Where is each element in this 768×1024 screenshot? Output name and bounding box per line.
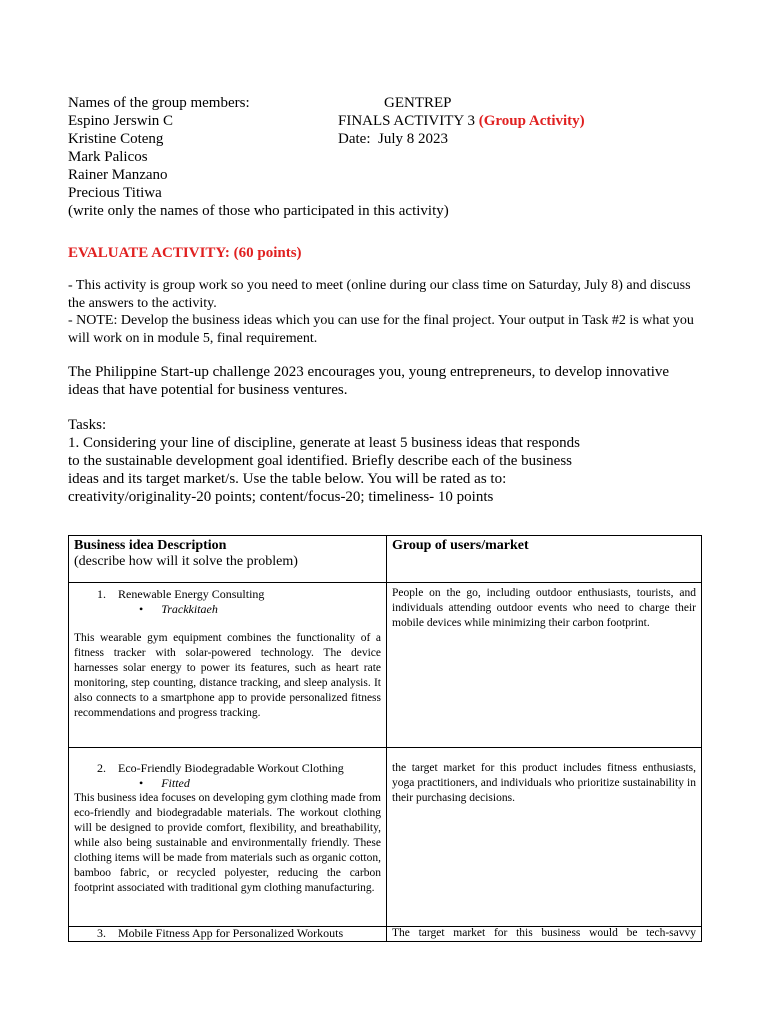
task-1: 1. Considering your line of discipline, generate at least 5 business ideas that responds to the sustainable development goal identified. Briefly describe each of the business ideas and its target market/s. Use the table below. You will be rated as to: creativity/originality-20 points; content/focus-20; timeliness- 10 points xyxy=(68,435,580,505)
tasks-label: Tasks: xyxy=(68,417,107,433)
col2-header: Group of users/market xyxy=(392,538,529,553)
header-cell-description xyxy=(69,536,387,583)
header-cell-market xyxy=(387,536,702,583)
subject-title: GENTREP xyxy=(384,95,452,111)
col1-subheader: (describe how will it solve the problem) xyxy=(74,554,298,569)
members-note: (write only the names of those who participated in this activity) xyxy=(68,203,449,219)
product-name: • Trackkitaeh xyxy=(69,602,386,617)
intro-paragraph: The Philippine Start-up challenge 2023 encourages you, young entrepreneurs, to develop innovative ideas that have potential for business ventures. xyxy=(68,364,670,398)
table-row xyxy=(69,927,702,942)
idea-description: This business idea focuses on developing gym clothing made from eco-friendly and biodegradable materials. The workout clothing will be designed to provide comfort, flexibility, and breathability, while also being sustainable and environmentally friendly. These clothing items will be made from materials such as organic cotton, bamboo fabric, or recycled polyester, reducing the carbon footprint associated with traditional gym clothing manufacturing. xyxy=(74,792,381,894)
members-label: Names of the group members: xyxy=(68,95,250,111)
description-cell xyxy=(69,583,387,748)
product-name: • Fitted xyxy=(69,776,386,791)
market-cell xyxy=(387,583,702,748)
table-row xyxy=(69,748,702,927)
idea-description: This wearable gym equipment combines the functionality of a fitness tracker with solar-powered technology. The device harnesses solar energy to power its features, such as heart rate monitoring, step counting, distance tracking, and sleep analysis. It also connects to a smartphone app to provide personalized fitness recommendations and progress tracking. xyxy=(74,632,381,719)
col1-header: Business idea Description xyxy=(74,538,227,553)
activity-title xyxy=(338,112,585,130)
date-line xyxy=(338,130,448,148)
evaluate-heading: EVALUATE ACTIVITY: (60 points) xyxy=(68,245,302,261)
business-ideas-table xyxy=(68,535,702,942)
member-name: Espino Jerswin C xyxy=(68,113,173,129)
member-name: Mark Palicos xyxy=(68,149,148,165)
activity-title-text: FINALS ACTIVITY 3 xyxy=(338,113,475,129)
idea-title: 2. Eco-Friendly Biodegradable Workout Clothing xyxy=(97,761,344,775)
table-header-row xyxy=(69,536,702,583)
idea-title: 3. Mobile Fitness App for Personalized Workouts xyxy=(97,926,344,940)
idea-title: 1. Renewable Energy Consulting xyxy=(97,587,265,601)
table-row xyxy=(69,583,702,748)
description-cell xyxy=(69,927,387,942)
description-cell xyxy=(69,748,387,927)
market-cell xyxy=(387,927,702,942)
date-label: Date: xyxy=(338,131,371,147)
market-description: People on the go, including outdoor enthusiasts, tourists, and individuals attending outdoor events who need to charge their mobile devices while minimizing their carbon footprint. xyxy=(392,587,696,629)
member-name: Precious Titiwa xyxy=(68,185,162,201)
member-name: Rainer Manzano xyxy=(68,167,168,183)
market-description: the target market for this product includes fitness enthusiasts, yoga practitioners, and individuals who prioritize sustainability in their purchasing decisions. xyxy=(392,762,696,804)
activity-tag: (Group Activity) xyxy=(478,113,585,129)
market-description: The target market for this business would be tech-savvy xyxy=(392,927,696,939)
evaluate-note-1: - This activity is group work so you need to meet (online during our class time on Saturday, July 8) and discuss the answers to the activity. xyxy=(68,278,691,311)
member-name: Kristine Coteng xyxy=(68,131,164,147)
market-cell xyxy=(387,748,702,927)
evaluate-note-2: - NOTE: Develop the business ideas which you can use for the final project. Your output in Task #2 is what you will work on in module 5, final requirement. xyxy=(68,313,694,346)
date-value: July 8 2023 xyxy=(377,131,448,147)
